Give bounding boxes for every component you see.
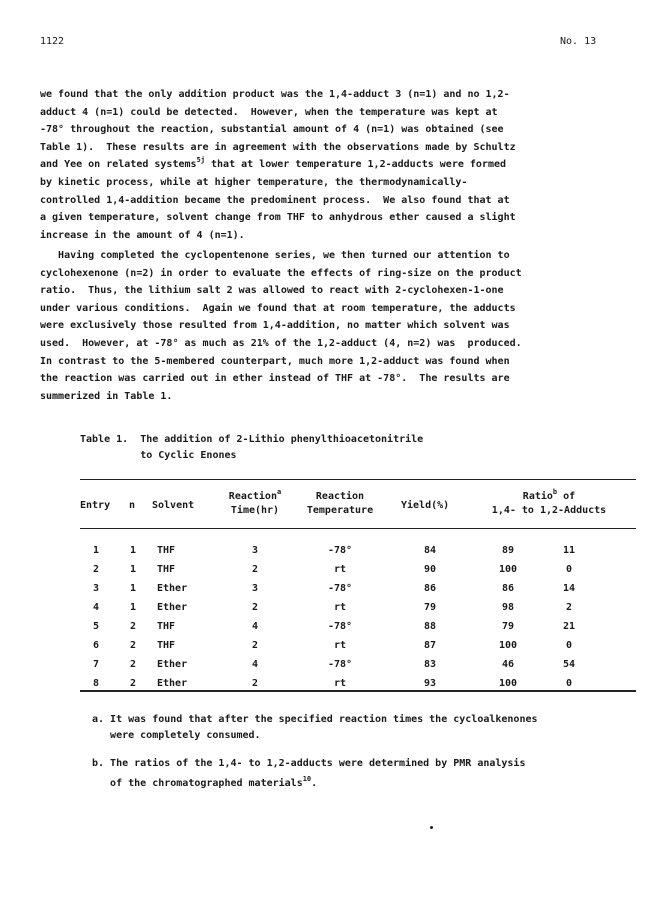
- text-line: adduct 4 (n=1) could be detected. However, when the temperature was kept at: [40, 106, 498, 118]
- cell-time: 4: [251, 659, 259, 670]
- cell-yield: 83: [423, 659, 437, 670]
- cell-solvent: THF: [157, 640, 176, 651]
- cell-ratio-14: 100: [498, 564, 518, 575]
- table-header-rule: [80, 528, 636, 529]
- cell-temperature: rt: [333, 678, 347, 689]
- issue-number: No. 13: [560, 36, 597, 47]
- text-line: summerized in Table 1.: [40, 390, 173, 402]
- cell-time: 4: [251, 621, 259, 632]
- cell-ratio-14: 86: [501, 583, 515, 594]
- text-line: -78° throughout the reaction, substantial amount of 4 (n=1) was obtained (see: [40, 124, 504, 136]
- text-line: were exclusively those resulted from 1,4-addition, no matter which solvent was: [40, 320, 510, 332]
- text-line: cyclohexenone (n=2) in order to evaluate the effects of ring-size on the product: [40, 267, 522, 279]
- header-ratio-sub: 1,4- to 1,2-Adducts: [491, 505, 607, 516]
- cell-n: 2: [129, 659, 137, 670]
- cell-yield: 86: [423, 583, 437, 594]
- cell-n: 2: [129, 640, 137, 651]
- header-entry: Entry: [80, 500, 111, 511]
- cell-yield: 84: [423, 545, 437, 556]
- cell-entry: 1: [92, 545, 100, 556]
- cell-yield: 88: [423, 621, 437, 632]
- cell-ratio-12: 21: [562, 621, 576, 632]
- header-reaction-time: Reaction$^a$: [228, 488, 282, 502]
- text-line: controlled 1,4-addition became the predominent process. We also found that at: [40, 194, 510, 206]
- cell-time: 2: [251, 602, 259, 613]
- cell-n: 1: [129, 564, 137, 575]
- footnote-a: a. It was found that after the specified reaction times the cycloalkenones were completely consumed.: [92, 714, 538, 741]
- cell-ratio-12: 14: [562, 583, 576, 594]
- header-ratio: Ratio$^b$ of: [522, 488, 576, 502]
- text-line: by kinetic process, while at higher temperature, the thermodynamically-: [40, 176, 468, 188]
- cell-solvent: Ether: [157, 583, 188, 594]
- header-solvent: Solvent: [152, 500, 195, 511]
- text-line: Table 1). These results are in agreement with the observations made by Schultz: [40, 141, 516, 153]
- cell-n: 2: [129, 621, 137, 632]
- cell-ratio-14: 89: [501, 545, 515, 556]
- cell-temperature: -78°: [327, 545, 353, 556]
- cell-ratio-14: 100: [498, 678, 518, 689]
- cell-ratio-14: 100: [498, 640, 518, 651]
- cell-ratio-12: 0: [565, 564, 573, 575]
- cell-yield: 90: [423, 564, 437, 575]
- cell-solvent: THF: [157, 621, 176, 632]
- cell-entry: 2: [92, 564, 100, 575]
- cell-yield: 87: [423, 640, 437, 651]
- cell-ratio-12: 54: [562, 659, 576, 670]
- cell-entry: 6: [92, 640, 100, 651]
- paragraph-2: [40, 247, 640, 405]
- cell-entry: 8: [92, 678, 100, 689]
- cell-n: 1: [129, 583, 137, 594]
- table-top-rule: [80, 479, 636, 480]
- cell-temperature: -78°: [327, 659, 353, 670]
- cell-solvent: Ether: [157, 678, 188, 689]
- cell-entry: 5: [92, 621, 100, 632]
- reference-superscript: 5j: [196, 156, 205, 165]
- header-reaction-temperature-sub: Temperature: [306, 505, 374, 516]
- cell-yield: 79: [423, 602, 437, 613]
- cell-entry: 4: [92, 602, 100, 613]
- text-line: we found that the only addition product was the 1,4-adduct 3 (n=1) and no 1,2-: [40, 89, 510, 100]
- text-line: the reaction was carried out in ether instead of THF at -78°. The results are: [40, 373, 510, 385]
- cell-solvent: THF: [157, 564, 176, 575]
- cell-ratio-12: 0: [565, 640, 573, 651]
- cell-temperature: -78°: [327, 621, 353, 632]
- page-number: 1122: [40, 36, 65, 47]
- text-line: used. However, at -78° as much as 21% of the 1,2-adduct (4, n=2) was produced.: [40, 337, 522, 349]
- cell-temperature: rt: [333, 640, 347, 651]
- cell-time: 3: [251, 545, 259, 556]
- cell-ratio-12: 2: [565, 602, 573, 613]
- cell-time: 2: [251, 564, 259, 575]
- cell-temperature: rt: [333, 602, 347, 613]
- text-line: a given temperature, solvent change from THF to anhydrous ether caused a slight: [40, 212, 516, 224]
- cell-solvent: THF: [157, 545, 176, 556]
- cell-entry: 3: [92, 583, 100, 594]
- cell-time: 2: [251, 678, 259, 689]
- cell-time: 3: [251, 583, 259, 594]
- cell-ratio-14: 98: [501, 602, 515, 613]
- text-line: ratio. Thus, the lithium salt 2 was allowed to react with 2-cyclohexen-1-one: [40, 285, 504, 297]
- ink-speck: [430, 826, 433, 829]
- cell-ratio-12: 0: [565, 678, 573, 689]
- header-yield: Yield(%): [401, 500, 450, 511]
- cell-ratio-14: 46: [501, 659, 515, 670]
- cell-solvent: Ether: [157, 602, 188, 613]
- cell-temperature: -78°: [327, 583, 353, 594]
- cell-n: 1: [129, 602, 137, 613]
- reference-superscript: 10: [302, 775, 312, 783]
- cell-n: 1: [129, 545, 137, 556]
- paragraph-1: [40, 86, 640, 244]
- footnote-b: b. The ratios of the 1,4- to 1,2-adducts were determined by PMR analysis of the chromatographed materials$^{10}$.: [92, 758, 526, 789]
- cell-entry: 7: [92, 659, 100, 670]
- cell-time: 2: [251, 640, 259, 651]
- cell-n: 2: [129, 678, 137, 689]
- cell-ratio-12: 11: [562, 545, 576, 556]
- header-reaction-temperature: Reaction: [315, 491, 365, 502]
- text-line: In contrast to the 5-membered counterpart, much more 1,2-adduct was found when: [40, 355, 510, 367]
- cell-temperature: rt: [333, 564, 347, 575]
- text-line: Having completed the cyclopentenone series, we then turned our attention to: [40, 250, 510, 261]
- text-line: and Yee on related systems$^{5j}$ that at lower temperature 1,2-adducts were formed: [40, 156, 507, 171]
- cell-solvent: Ether: [157, 659, 188, 670]
- table-bottom-rule: [80, 690, 636, 692]
- cell-yield: 93: [423, 678, 437, 689]
- table-caption: Table 1. The addition of 2-Lithio phenylthioacetonitrile to Cyclic Enones: [80, 434, 424, 461]
- header-n: n: [129, 500, 136, 511]
- header-reaction-time-unit: Time(hr): [230, 505, 280, 516]
- cell-ratio-14: 79: [501, 621, 515, 632]
- text-line: under various conditions. Again we found that at room temperature, the adducts: [40, 302, 516, 314]
- text-line: increase in the amount of 4 (n=1).: [40, 229, 245, 241]
